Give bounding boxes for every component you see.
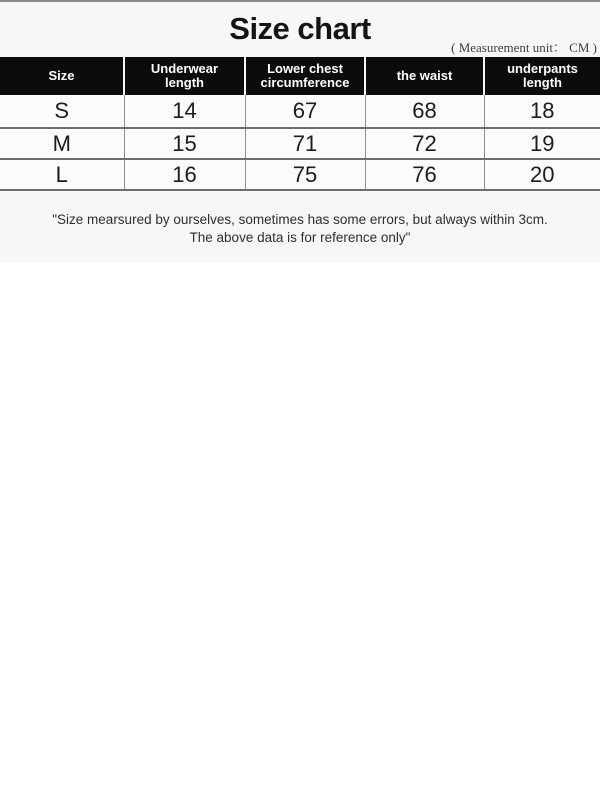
table-row-m	[0, 128, 600, 159]
table-row-l	[0, 159, 600, 190]
size-cell: L	[0, 159, 124, 190]
table-cell: 16	[124, 159, 245, 190]
table-row-s	[0, 95, 600, 128]
column-header-underwear-length: Underwear length	[124, 57, 245, 95]
table-cell: 15	[124, 128, 245, 159]
size-chart-card	[0, 0, 600, 262]
table-cell: 72	[365, 128, 484, 159]
size-table	[0, 57, 600, 191]
column-header-lower-chest-circumference: Lower chest circumference	[245, 57, 365, 95]
table-cell: 20	[484, 159, 600, 190]
column-header-the-waist: the waist	[365, 57, 484, 95]
column-header-underpants-length: underpants length	[484, 57, 600, 95]
size-cell: M	[0, 128, 124, 159]
table-cell: 71	[245, 128, 365, 159]
disclaimer-line-2: The above data is for reference only"	[189, 230, 411, 245]
table-cell: 14	[124, 95, 245, 128]
size-cell: S	[0, 95, 124, 128]
table-cell: 75	[245, 159, 365, 190]
disclaimer-line-1: "Size mearsured by ourselves, sometimes has some errors, but always within 3cm.	[52, 212, 548, 227]
table-cell: 67	[245, 95, 365, 128]
disclaimer-note	[0, 211, 600, 247]
table-cell: 19	[484, 128, 600, 159]
size-table-header	[0, 57, 600, 95]
table-cell: 76	[365, 159, 484, 190]
measurement-unit-note: ( Measurement unit： CM )	[451, 40, 597, 55]
column-header-size: Size	[0, 57, 124, 95]
table-cell: 18	[484, 95, 600, 128]
empty-page-area	[0, 262, 600, 798]
page-title: Size chart	[229, 11, 371, 46]
table-cell: 68	[365, 95, 484, 128]
